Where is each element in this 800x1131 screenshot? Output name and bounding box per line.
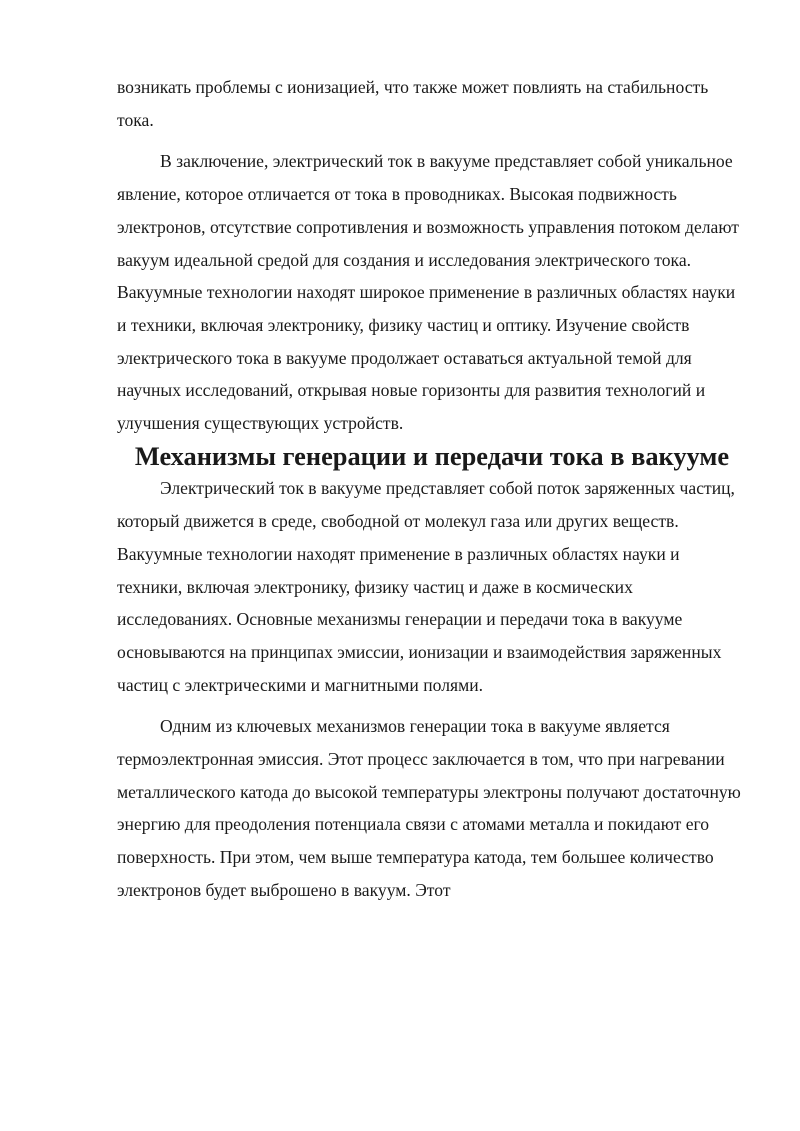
paragraph-continuation: возникать проблемы с ионизацией, что также может повлиять на стабильность тока. [117,77,709,130]
section-heading: Механизмы генерации и передачи тока в вакууме [134,440,730,471]
paragraph-intro: Электрический ток в вакууме представляет собой поток заряженных частиц, который движется в среде, свободной от молекул газа или других веществ. Вакуумные технологии находят применение в различных областях науки и техники, включая электронику, физику частиц и даже в космических исследованиях. Основные механизмы генерации и передачи тока в вакууме основываются на принципах эмиссии, ионизации и взаимодействия заряженных частиц с электрическими и магнитными полями. [117,478,735,695]
paragraph-conclusion: В заключение, электрический ток в вакууме представляет собой уникальное явление, которое отличается от тока в проводниках. Высокая подвижность электронов, отсутствие сопротивления и возможность управления потоком делают вакуум идеальной средой для создания и исследования электрического тока. Вакуумные технологии находят широкое применение в различных областях науки и техники, включая электронику, физику частиц и оптику. Изучение свойств электрического тока в вакууме продолжает оставаться актуальной темой для научных исследований, открывая новые горизонты для развития технологий и улучшения существующих устройств. [117,151,739,434]
paragraph-thermionic-emission: Одним из ключевых механизмов генерации тока в вакууме является термоэлектронная эмиссия. Этот процесс заключается в том, что при нагревании металлического катода до высокой температуры электроны получают достаточную энергию для преодоления потенциала связи с атомами металла и покидают его поверхность. При этом, чем выше температура катода, тем большее количество электронов будет выброшено в вакуум. Этот [117,716,741,900]
page-content [117,71,747,907]
